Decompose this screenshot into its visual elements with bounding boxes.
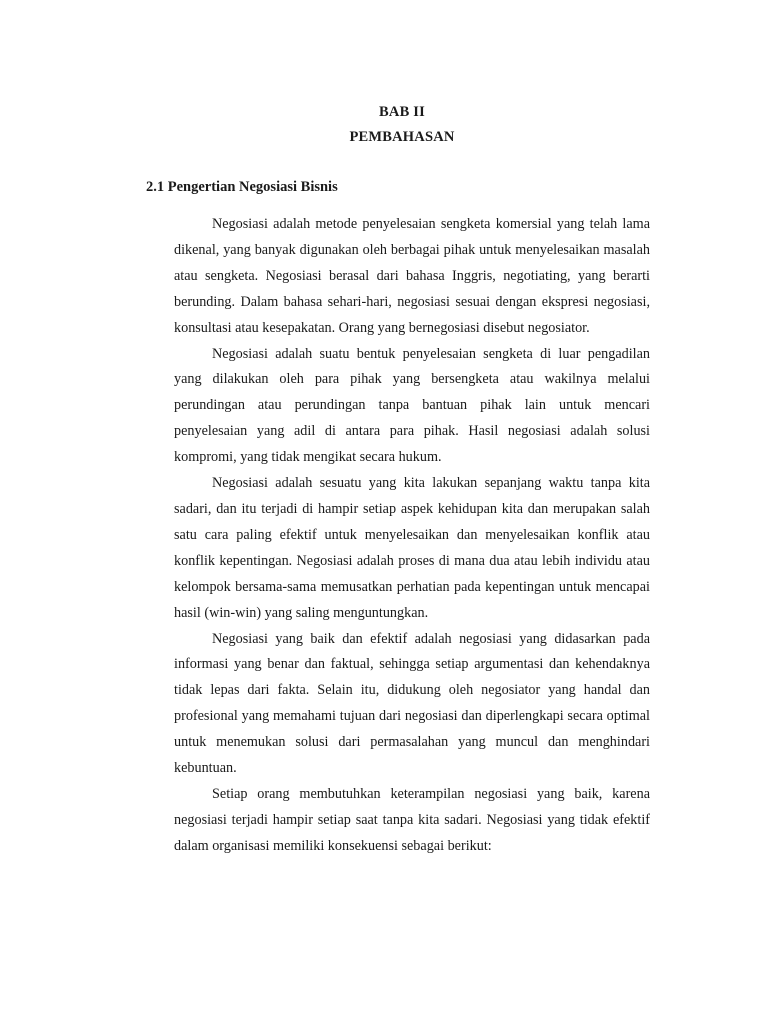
paragraph-3: Negosiasi adalah sesuatu yang kita lakukan sepanjang waktu tanpa kita sadari, dan itu terjadi di hampir setiap aspek kehidupan kita dan merupakan salah satu cara paling efektif untuk menyelesaikan dan menyelesaikan konflik atau konflik kepentingan. Negosiasi adalah proses di mana dua atau lebih individu atau kelompok bersama-sama memusatkan perhatian pada kepentingan untuk mencapai hasil (win-win) yang saling menguntungkan. (174, 475, 650, 621)
paragraph-1: Negosiasi adalah metode penyelesaian sengketa komersial yang telah lama dikenal, yang banyak digunakan oleh berbagai pihak untuk menyelesaikan masalah atau sengketa. Negosiasi berasal dari bahasa Inggris, negotiating, yang berarti berunding. Dalam bahasa sehari-hari, negosiasi sesuai dengan ekspresi negosiasi, konsultasi atau kesepakatan. Orang yang bernegosiasi disebut negosiator. (174, 216, 650, 336)
chapter-title: PEMBAHASAN (349, 129, 455, 145)
paragraph-5: Setiap orang membutuhkan keterampilan negosiasi yang baik, karena negosiasi terjadi hampir setiap saat tanpa kita sadari. Negosiasi yang tidak efektif dalam organisasi memiliki konsekuensi sebagai berikut: (174, 785, 650, 854)
section-heading: 2.1 Pengertian Negosiasi Bisnis (146, 179, 338, 195)
paragraph-2: Negosiasi adalah suatu bentuk penyelesaian sengketa di luar pengadilan yang dilakukan oleh para pihak yang bersengketa atau wakilnya melalui perundingan atau perundingan tanpa bantuan pihak lain untuk mencari penyelesaian yang adil di antara para pihak. Hasil negosiasi adalah solusi kompromi, yang tidak mengikat secara hukum. (174, 345, 650, 466)
paragraph-4: Negosiasi yang baik dan efektif adalah negosiasi yang didasarkan pada informasi yang benar dan faktual, sehingga setiap argumentasi dan kehendaknya tidak lepas dari fakta. Selain itu, didukung oleh negosiator yang handal dan profesional yang memahami tujuan dari negosiasi dan diperlengkapi secara optimal untuk menemukan solusi dari permasalahan yang muncul dan menghindari kebuntuan. (174, 630, 650, 777)
chapter-number: BAB II (379, 104, 425, 120)
section-body (174, 212, 650, 860)
